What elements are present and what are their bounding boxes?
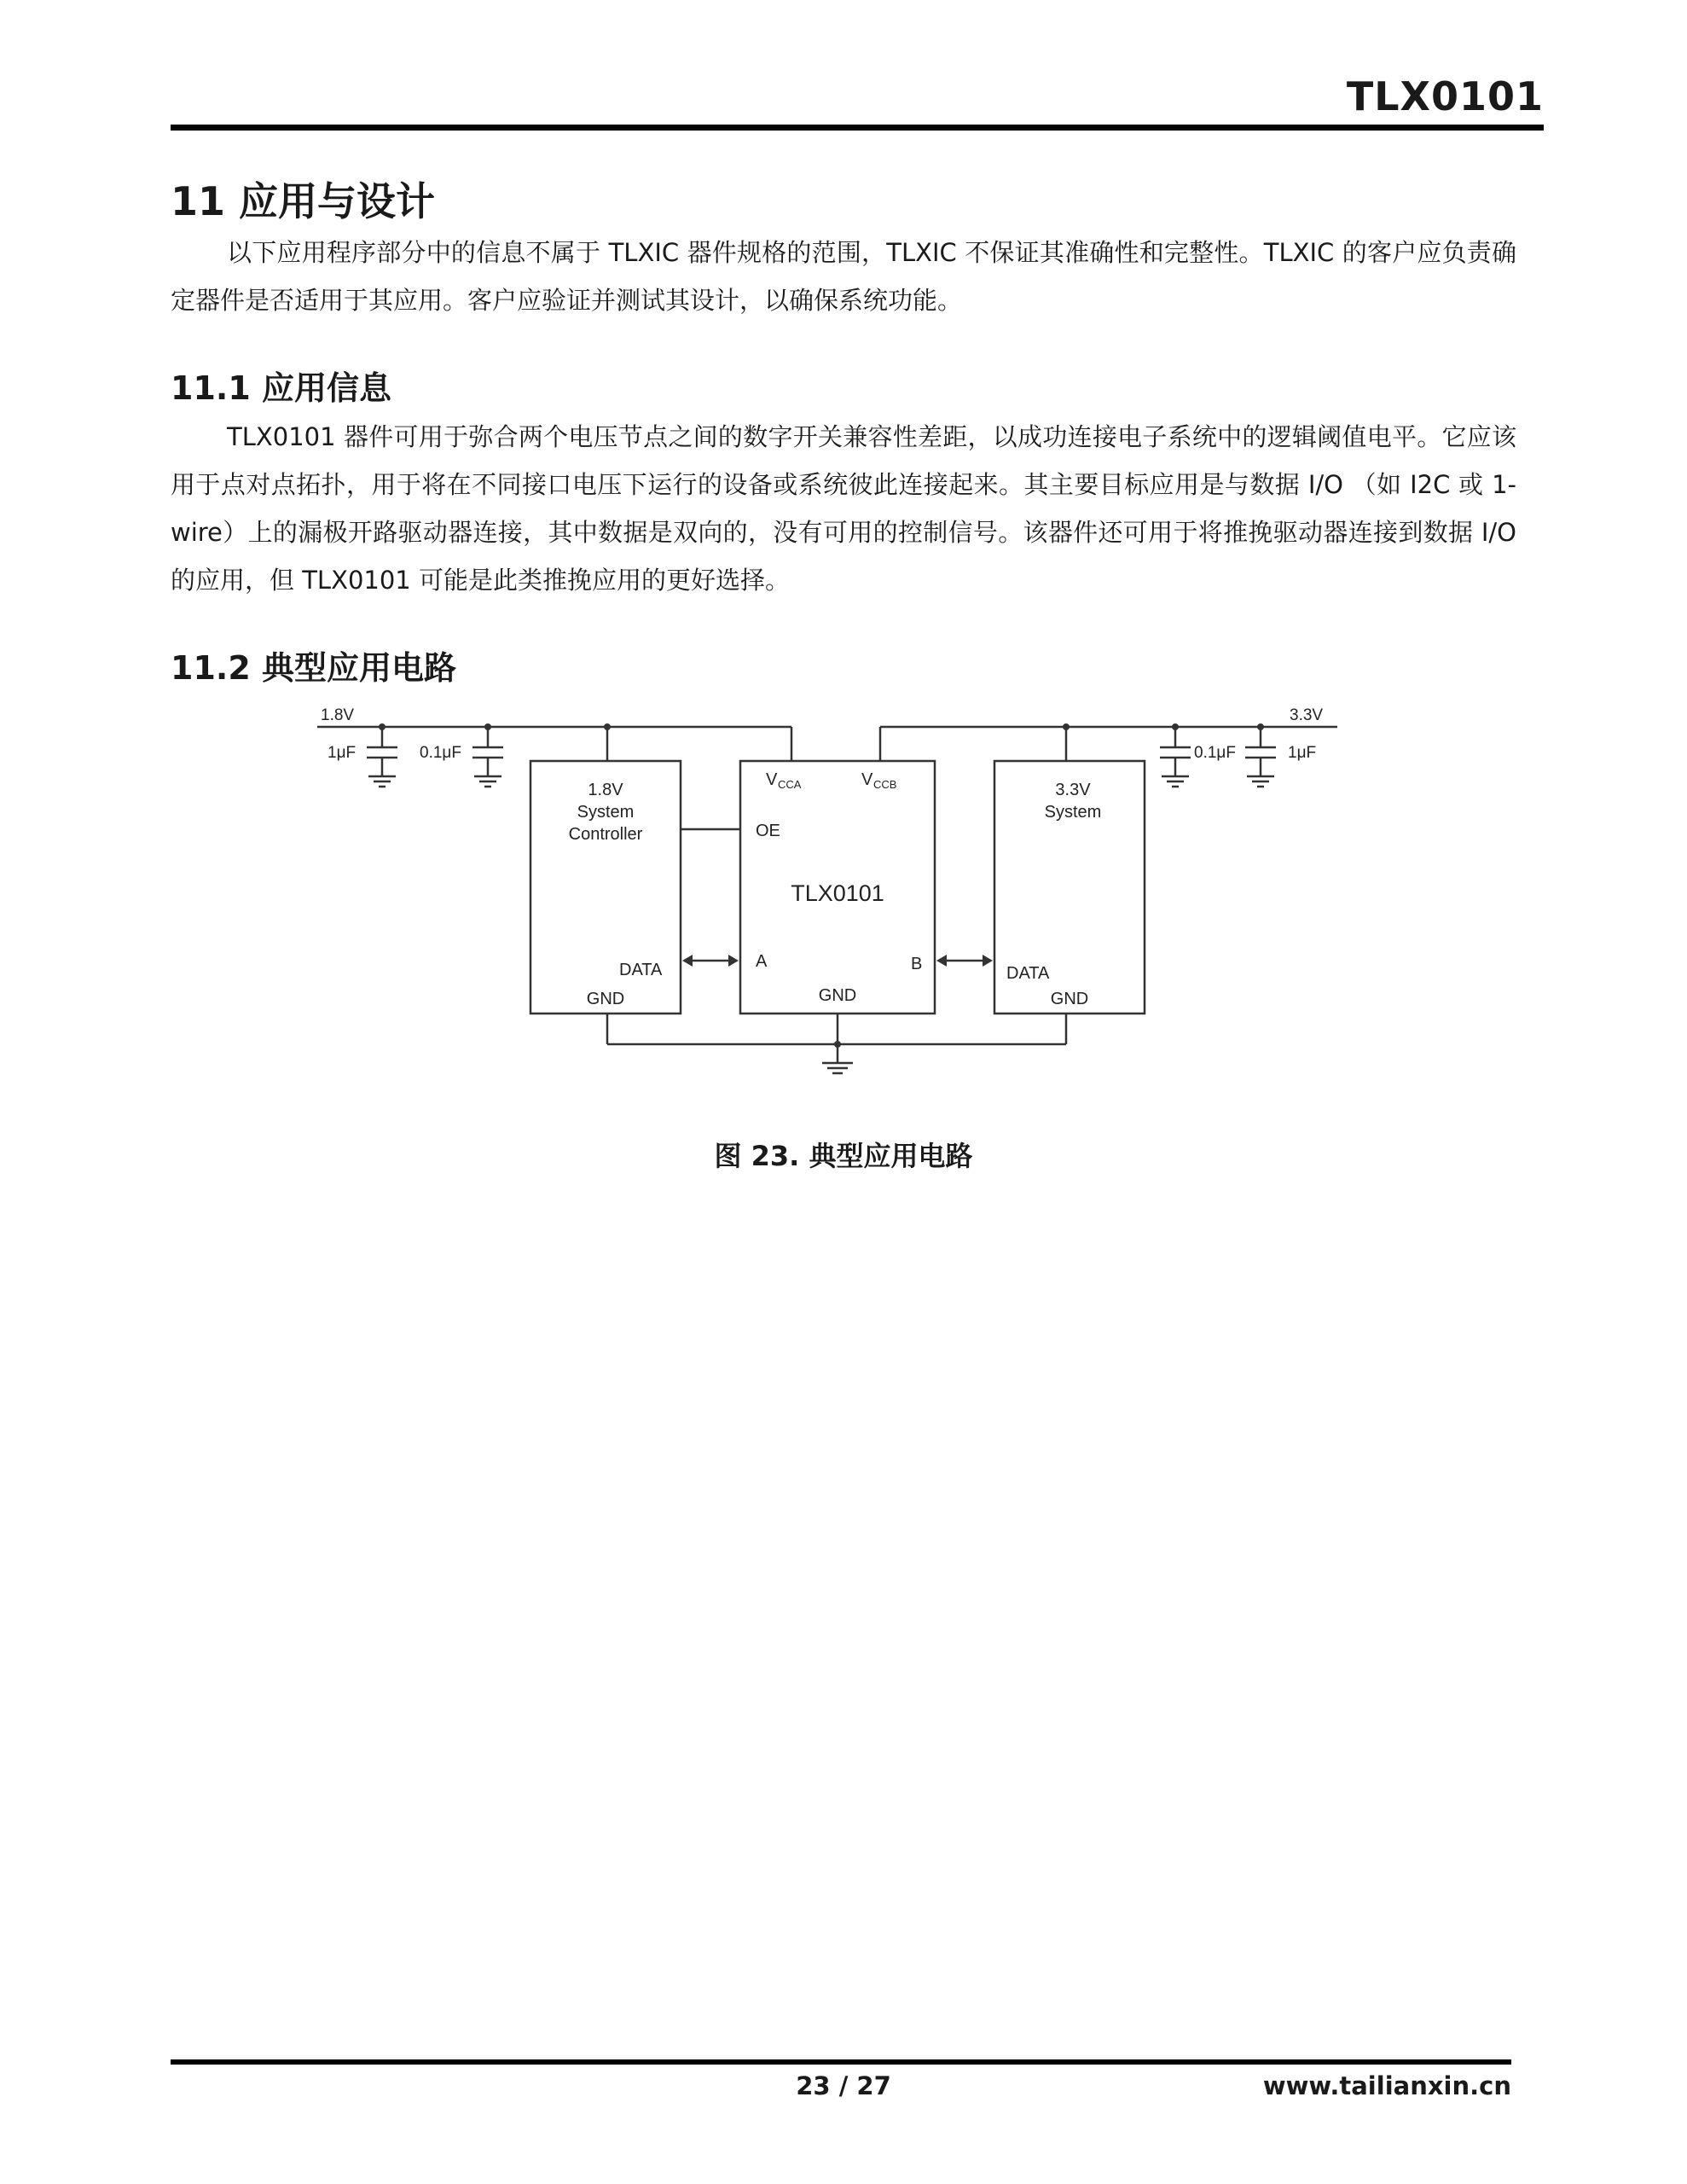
center-block-gnd: GND bbox=[818, 986, 857, 1005]
header-title: TLX0101 bbox=[1346, 73, 1544, 119]
typical-application-circuit bbox=[307, 706, 1348, 1099]
rail-label-3v3: 3.3V bbox=[1290, 706, 1324, 724]
left-block-system: System bbox=[577, 803, 635, 822]
right-block-data: DATA bbox=[1006, 964, 1050, 983]
center-block-name: TLX0101 bbox=[791, 880, 884, 906]
right-block-system: System bbox=[1044, 803, 1102, 822]
figure-caption: 图 23. 典型应用电路 bbox=[714, 1140, 973, 1172]
cap-label-01uf-left: 0.1μF bbox=[420, 744, 461, 762]
rail-label-1v8: 1.8V bbox=[321, 706, 355, 724]
footer-website: www.tailianxin.cn bbox=[1262, 2071, 1511, 2100]
right-block-voltage: 3.3V bbox=[1055, 781, 1091, 799]
left-block-controller: Controller bbox=[568, 825, 643, 844]
left-block-voltage: 1.8V bbox=[588, 781, 623, 799]
center-block-vccb-sub: CCB bbox=[873, 778, 897, 791]
subsection-title-typical-circuit: 11.2 典型应用电路 bbox=[171, 649, 456, 687]
cap-label-1uf-left: 1μF bbox=[328, 744, 357, 762]
section-title: 11 应用与设计 bbox=[171, 178, 436, 224]
center-block-b: B bbox=[911, 955, 923, 973]
left-block-data: DATA bbox=[619, 961, 663, 979]
header-rule bbox=[171, 125, 1544, 131]
section-intro: 以下应用程序部分中的信息不属于 TLXIC 器件规格的范围，TLXIC 不保证其准确性和完整性。TLXIC 的客户应负责确定器件是否适用于其应用。客户应验证并测试其设计，以确保系统功能。 bbox=[171, 238, 1516, 315]
cap-label-01uf-right: 0.1μF bbox=[1194, 744, 1236, 762]
center-block-a: A bbox=[756, 952, 768, 971]
subsection-body-application-info: TLX0101 器件可用于弥合两个电压节点之间的数字开关兼容性差距，以成功连接电子系统中的逻辑阈值电平。它应该用于点对点拓扑，用于将在不同接口电压下运行的设备或系统彼此连接起来。其主要目标应用是与数据 I/O （如 I2C 或 1-wire）上的漏极开路驱动器连接，其中数据是双向的，没有可用的控制信号。该器件还可用于将推挽驱动器连接到数据 I/O 的应用，但 TLX0101 可能是此类推挽应用的更好选择。 bbox=[171, 422, 1516, 595]
center-block-vcca: V bbox=[766, 770, 778, 789]
center-block-oe: OE bbox=[756, 822, 780, 840]
left-block-gnd: GND bbox=[586, 990, 625, 1008]
footer-rule bbox=[171, 2059, 1511, 2065]
center-block-vccb: V bbox=[861, 770, 873, 789]
center-block-vcca-sub: CCA bbox=[778, 778, 802, 791]
page-number: 23 / 27 bbox=[796, 2071, 891, 2100]
subsection-title-application-info: 11.1 应用信息 bbox=[171, 369, 391, 407]
cap-label-1uf-right: 1μF bbox=[1288, 744, 1317, 762]
right-block-gnd: GND bbox=[1050, 990, 1089, 1008]
